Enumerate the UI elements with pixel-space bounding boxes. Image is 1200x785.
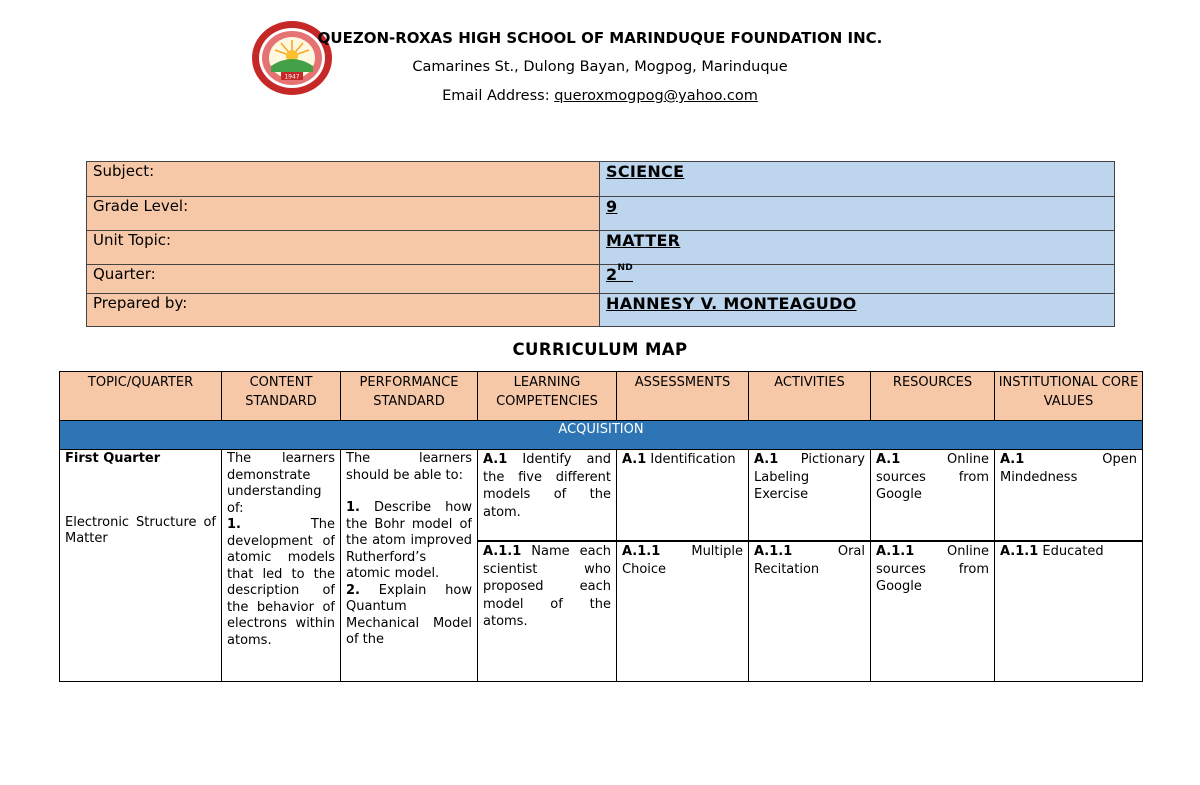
activity-a1-1: A.1.1 Oral Recitation	[754, 544, 865, 577]
email-link[interactable]: queroxmogpog@yahoo.com	[554, 88, 758, 104]
header-performance-standard: PERFORMANCE STANDARD	[341, 372, 478, 421]
header-activities: ACTIVITIES	[749, 372, 871, 421]
core-value-a1-1: A.1.1 Educated	[1000, 544, 1104, 559]
curriculum-map-table	[59, 371, 1143, 682]
school-email	[0, 88, 1200, 104]
performance-standard-item-2: 2. Explain how Quantum Mechanical Model of the	[346, 582, 472, 647]
content-standard-cell	[222, 450, 341, 682]
assessments-cell	[617, 450, 749, 682]
curriculum-map-title: CURRICULUM MAP	[512, 340, 688, 359]
header-learning-competencies: LEARNING COMPETENCIES	[478, 372, 617, 421]
competency-a1: A.1 Identify and the five different models of the atom.	[478, 450, 616, 542]
learning-competencies-cell	[478, 450, 617, 682]
core-values-cell	[995, 450, 1143, 682]
prepared-by-value: HANNESY V. MONTEAGUDO	[600, 294, 1115, 327]
resource-a1-1: A.1.1 Online sources from Google	[876, 544, 989, 594]
header-content-standard: CONTENT STANDARD	[222, 372, 341, 421]
quarter-superscript: ND	[617, 263, 634, 273]
resource-a1: A.1 Online sources from Google	[871, 450, 994, 542]
seal-year: 1947	[284, 73, 300, 81]
header-resources: RESOURCES	[871, 372, 995, 421]
competency-a1-1: A.1.1 Name each scientist who proposed each model of the atoms.	[483, 544, 611, 629]
grade-level-label: Grade Level:	[87, 197, 600, 231]
performance-standard-cell	[341, 450, 478, 682]
subject-info-table	[86, 161, 1115, 327]
topic-cell	[60, 450, 222, 682]
core-value-a1: A.1 Open Mindedness	[995, 450, 1142, 542]
content-standard-intro: The learners demonstrate understanding of:	[227, 451, 335, 516]
quarter-value: 2ND	[600, 265, 1115, 294]
header-core-values: INSTITUTIONAL CORE VALUES	[995, 372, 1143, 421]
unit-topic-label: Unit Topic:	[87, 231, 600, 265]
assessment-a1: A.1 Identification	[617, 450, 748, 542]
subject-label: Subject:	[87, 162, 600, 197]
resources-cell	[871, 450, 995, 682]
acquisition-section-header: ACQUISITION	[60, 421, 1143, 450]
grade-level-value: 9	[600, 197, 1115, 231]
performance-standard-item-1: 1. Describe how the Bohr model of the atom improved Rutherford’s atomic model.	[346, 500, 472, 581]
school-address: Camarines St., Dulong Bayan, Mogpog, Marinduque	[412, 59, 788, 75]
school-name: QUEZON-ROXAS HIGH SCHOOL OF MARINDUQUE FOUNDATION INC.	[317, 29, 883, 47]
subject-value: SCIENCE	[600, 162, 1115, 197]
prepared-by-label: Prepared by:	[87, 294, 600, 327]
assessment-a1-1: A.1.1 Multiple Choice	[622, 544, 743, 577]
activity-a1: A.1 Pictionary Labeling Exercise	[749, 450, 870, 542]
quarter-label: Quarter:	[87, 265, 600, 294]
unit-topic-value: MATTER	[600, 231, 1115, 265]
content-standard-item: 1. The development of atomic models that led to the description of the behavior of electrons within atoms.	[227, 517, 335, 648]
header-assessments: ASSESSMENTS	[617, 372, 749, 421]
topic-title: Electronic Structure of Matter	[65, 514, 216, 546]
header-topic-quarter: TOPIC/QUARTER	[60, 372, 222, 421]
performance-standard-intro: The learners should be able to:	[346, 451, 472, 483]
email-label: Email Address:	[442, 88, 555, 104]
activities-cell	[749, 450, 871, 682]
topic-quarter: First Quarter	[65, 451, 161, 466]
